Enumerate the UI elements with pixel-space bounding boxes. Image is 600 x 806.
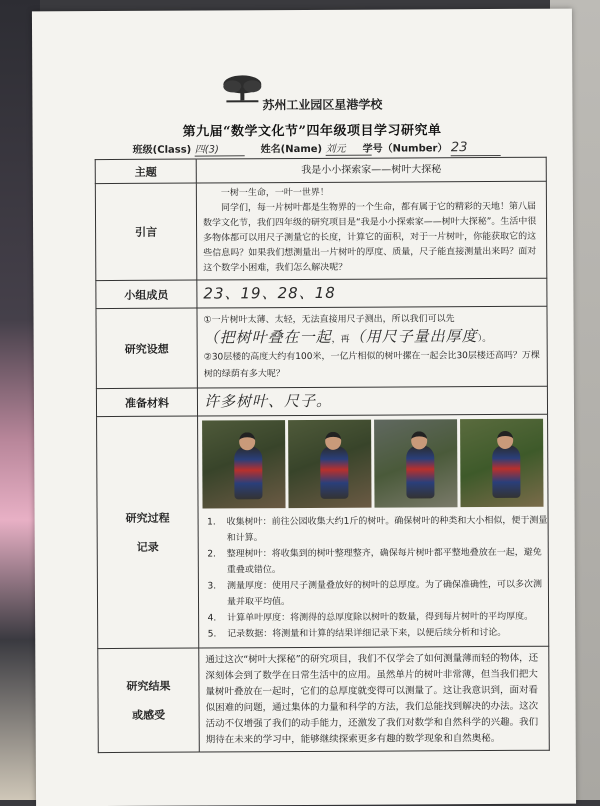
- photo-collecting-leaves-1: [202, 420, 285, 508]
- members-row: [96, 278, 547, 308]
- process-step: 5. 记录数据：将测量和计算的结果详细记录下来，以便后续分析和讨论。: [219, 625, 548, 643]
- number-value: 23: [451, 140, 501, 156]
- theme-row: [95, 157, 546, 183]
- name-value: 刘元: [326, 140, 372, 156]
- process-cell: [198, 414, 549, 648]
- intro-row: [95, 181, 547, 280]
- theme-label: 主题: [95, 159, 196, 184]
- hypothesis-q1-end: ）。: [477, 334, 492, 345]
- number-label: 学号（Number）: [362, 143, 448, 155]
- materials-row: [96, 386, 547, 416]
- photo-crouching-by-plants: [460, 419, 543, 507]
- project-form-table: [95, 157, 550, 753]
- intro-cell: [196, 181, 547, 280]
- school-tree-logo: [220, 72, 264, 106]
- hypothesis-cell: [197, 306, 547, 388]
- hypothesis-label: 研究设想: [96, 308, 197, 389]
- class-label: 班级(Class): [132, 144, 192, 156]
- class-value: 四(3): [195, 140, 245, 156]
- process-step: 1. 收集树叶：前往公园收集大约1斤的树叶。确保树叶的种类和大小相似，便于测量和计算。: [219, 513, 548, 547]
- theme-value: 我是小小探索家——树叶大探秘: [196, 157, 546, 183]
- hypothesis-q1-mid: ，再: [331, 334, 350, 345]
- form-title: 第九届“数学文化节”四年级项目学习研究单: [182, 123, 442, 140]
- materials-value: 许多树叶、尺子。: [197, 386, 547, 416]
- school-name: 苏州工业园区星港学校: [262, 97, 383, 113]
- hypothesis-q1-answer-a: （把树叶叠在一起: [203, 327, 332, 347]
- result-text: 通过这次“树叶大探秘”的研究项目，我们不仅学会了如何测量薄而轻的物体，还深刻体会到了数学在日常生活中的应用。虽然单片的树叶非常薄，但当我们把大量树叶叠放在一起时，它们的总厚度就变得可以测量了。这让我意识到，面对看似困难的问题，通过集体的力量和科学的方法，我们总能找到解决的办法。这次活动不仅增强了我们的动手能力，还激发了我们对数学和自然科学的兴趣。我们期待在未来的学习中，能够继续探索更多有趣的数学现象和自然奥秘。: [199, 646, 550, 752]
- name-label: 姓名(Name): [260, 143, 323, 156]
- result-label: [98, 648, 200, 753]
- hypothesis-row: [96, 306, 547, 388]
- process-photos: [198, 415, 547, 513]
- result-row: [98, 646, 550, 752]
- hypothesis-q1-answer-b: （用尺子量出厚度: [349, 327, 478, 346]
- process-label-line1: 研究过程: [125, 511, 170, 525]
- process-label-line2: 记录: [136, 540, 159, 554]
- materials-label: 准备材料: [96, 388, 197, 417]
- process-step: 2. 整理树叶：将收集到的树叶整理整齐，确保每片树叶都平整地叠放在一起，避免重叠或错位。: [219, 545, 548, 579]
- result-label-line1: 研究结果: [126, 679, 171, 693]
- process-step: 3. 测量厚度：使用尺子测量叠放好的树叶的总厚度。为了确保准确性，可以多次测量并取平均值。: [219, 577, 548, 611]
- photo-collecting-leaves-2: [288, 420, 371, 508]
- members-value: 23、19、28、18: [197, 278, 547, 308]
- result-label-line2: 或感受: [132, 708, 166, 722]
- members-label: 小组成员: [96, 280, 197, 309]
- process-steps-list: [199, 513, 549, 643]
- worksheet-paper: [32, 9, 576, 806]
- intro-paragraph: 同学们，每一片树叶都是生物界的一个生命，都有属于它的精彩的天地！第八届数学文化节，我们四年级的研究项目是“我是小小探索家——树叶大探秘”。生活中很多物体都可以用尺子测量它的长度，计算它的面积，对于一片树叶，你能获取它的这些信息吗？如果我们想测量出一片树叶的厚度、质量，尺子能直接测量出来吗？面对这个数学小困难，我们怎么解决呢？: [203, 201, 537, 274]
- process-step: 4. 计算单叶厚度：将测得的总厚度除以树叶的数量，得到每片树叶的平均厚度。: [219, 609, 548, 627]
- photo-holding-leaves: [374, 419, 457, 507]
- process-row: [97, 414, 549, 648]
- hypothesis-q2: ②30层楼的高度大约有100米，一亿片相似的树叶摞在一起会比30层楼还高吗？万棵树的绿荫有多大呢？: [203, 350, 540, 380]
- process-label: [97, 416, 199, 649]
- intro-label: 引言: [95, 183, 197, 281]
- hypothesis-q1-prefix: ①一片树叶太薄、太轻，无法直接用尺子测出，所以我们可以先: [203, 314, 455, 326]
- number-field: [363, 139, 501, 157]
- class-field: [133, 140, 245, 157]
- name-field: [261, 140, 372, 157]
- intro-line1: 一树一生命，一叶一世界！: [220, 187, 329, 199]
